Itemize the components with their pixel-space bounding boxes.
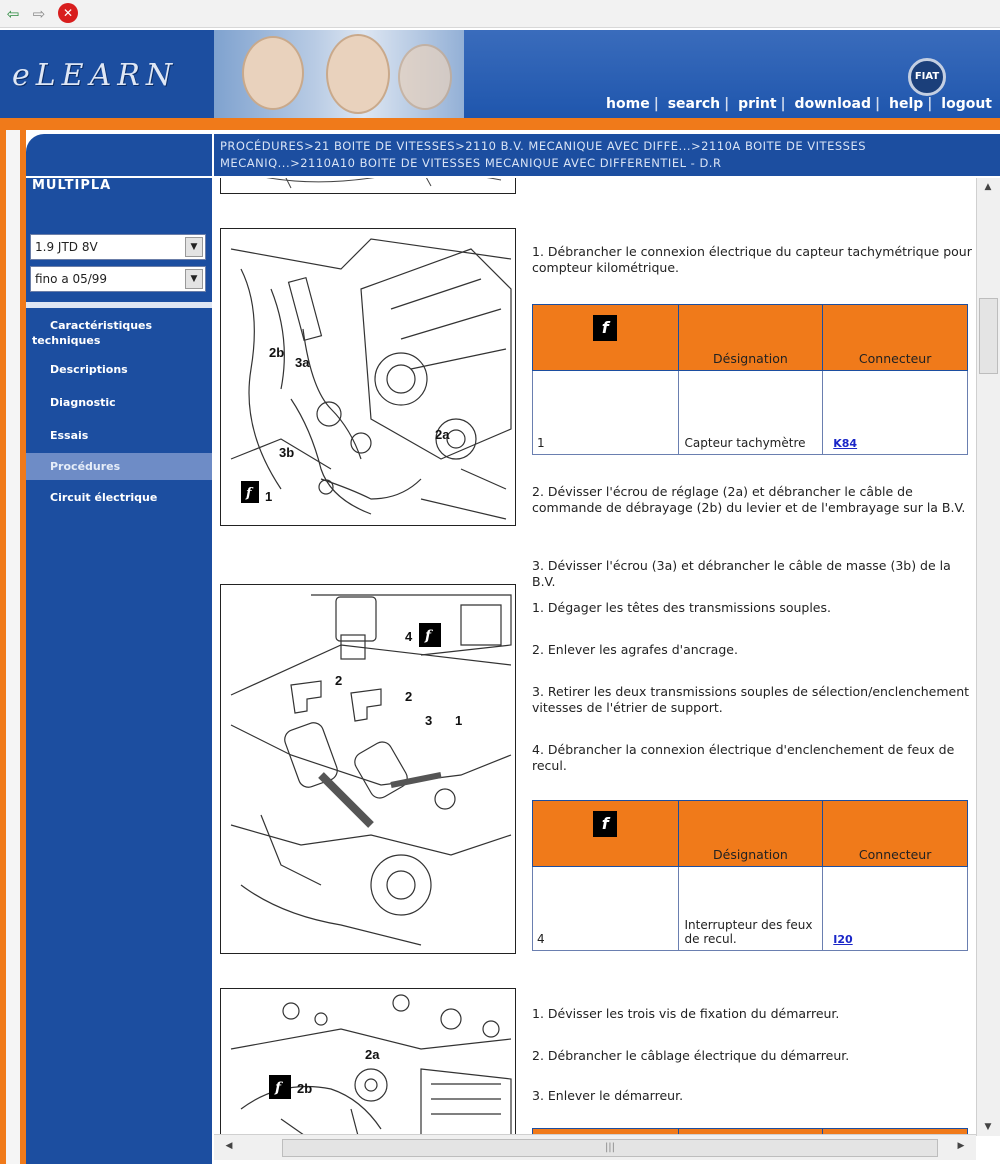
engine-select[interactable]	[30, 234, 206, 260]
table2-designation: Interrupteur des feux de recul.	[678, 867, 823, 951]
nav-download[interactable]: download	[794, 96, 871, 112]
vertical-scrollbar[interactable]	[976, 178, 1000, 1136]
stop-icon[interactable]: ✕	[58, 3, 78, 23]
fig3-label-2b: 2b	[297, 1081, 313, 1096]
step-b4: 4. Débrancher la connexion électrique d'enclenchement de feux de recul.	[532, 742, 955, 773]
fig3-label-2a: 2a	[365, 1047, 380, 1062]
browser-toolbar	[0, 0, 1000, 28]
electrical-connector-icon: f	[593, 315, 617, 341]
fig2-label-2a: 2	[335, 673, 343, 688]
forward-arrow-icon[interactable]: ⇨	[32, 5, 46, 23]
nav-search[interactable]: search	[667, 96, 721, 112]
chevron-down-icon[interactable]: ▼	[185, 237, 203, 257]
step-b1: 1. Dégager les têtes des transmissions souples.	[532, 600, 831, 615]
nav-logout[interactable]: logout	[941, 96, 992, 112]
svg-text:f: f	[275, 1080, 282, 1096]
step-a3: 3. Dévisser l'écrou (3a) et débrancher le câble de masse (3b) de la B.V.	[532, 558, 951, 589]
fig1-label-2b: 2b	[269, 345, 285, 360]
electrical-connector-icon: f	[593, 811, 617, 837]
step-a1: 1. Débrancher le connexion électrique du capteur tachymétrique pour compteur kilométrique.	[532, 244, 972, 275]
model-title: MULTIPLA	[32, 178, 112, 193]
nav-print[interactable]: print	[738, 96, 777, 112]
table1-connector-cell	[823, 371, 968, 455]
figure-starter-motor	[220, 988, 516, 1136]
table2-icon-header	[533, 801, 679, 867]
table2-header-designation: Désignation	[678, 801, 823, 867]
breadcrumb	[214, 134, 1000, 176]
logo-area	[0, 30, 212, 118]
figure-partial-top	[220, 178, 516, 194]
sidebar	[26, 178, 212, 1164]
header-photo	[214, 30, 464, 118]
chevron-down-icon[interactable]: ▼	[185, 269, 203, 289]
fig2-label-3: 3	[425, 713, 433, 728]
breadcrumb-line-2[interactable]: MECANIQ...>2110A10 BOITE DE VITESSES MECANIQUE AVEC DIFFERENTIEL - D.R	[220, 156, 722, 170]
horizontal-scroll-thumb[interactable]: |||	[282, 1139, 938, 1157]
connector-table-2	[532, 800, 968, 951]
table1-ref: 1	[533, 371, 679, 455]
table1-icon-header	[533, 305, 679, 371]
header	[0, 30, 1000, 118]
step-c1: 1. Dévisser les trois vis de fixation du démarreur.	[532, 1006, 840, 1021]
back-arrow-icon[interactable]: ⇦	[6, 5, 20, 23]
figure-transmission-cables	[220, 584, 516, 954]
figure-speed-sensor	[220, 228, 516, 526]
elearn-frame	[0, 30, 1000, 1164]
fig1-label-2a: 2a	[435, 427, 450, 442]
step-a2: 2. Dévisser l'écrou de réglage (2a) et débrancher le câble de commande de débrayage (2b) du levier et de l'embrayage sur la B.V.	[532, 484, 966, 515]
connector-link-k84[interactable]: K84	[833, 437, 858, 450]
left-orange-border	[0, 30, 26, 1164]
sidebar-item-procedures[interactable]: Procédures	[26, 453, 212, 480]
sidebar-item-caracteristiques[interactable]: Caractéristiques techniques	[32, 319, 153, 347]
orange-divider	[0, 118, 1000, 130]
svg-text:f: f	[246, 486, 252, 501]
engine-select-value: 1.9 JTD 8V	[35, 240, 98, 254]
sidebar-item-descriptions[interactable]: Descriptions	[50, 363, 128, 376]
sidebar-item-essais[interactable]: Essais	[50, 429, 89, 442]
main-content	[214, 178, 976, 1136]
table1-designation: Capteur tachymètre	[678, 371, 823, 455]
elearn-logo[interactable]: eLEARN	[12, 58, 179, 93]
step-b3: 3. Retirer les deux transmissions souples de sélection/enclenchement vitesses de l'étrier de support.	[532, 684, 970, 715]
table1-header-designation: Désignation	[678, 305, 823, 371]
connector-table-1	[532, 304, 968, 455]
date-select-value: fino a 05/99	[35, 272, 108, 286]
fig2-label-1: 1	[455, 713, 463, 728]
breadcrumb-line-1[interactable]: PROCÉDURES>21 BOITE DE VITESSES>2110 B.V. MECANIQUE AVEC DIFFE...>2110A BOITE DE VITESSES	[220, 139, 867, 153]
sidebar-item-diagnostic[interactable]: Diagnostic	[50, 396, 116, 409]
table1-header-connecteur: Connecteur	[823, 305, 968, 371]
step-c2: 2. Débrancher le câblage électrique du démarreur.	[532, 1048, 850, 1063]
horizontal-scrollbar[interactable]	[214, 1134, 976, 1160]
svg-text:f: f	[425, 628, 432, 644]
step-c3: 3. Enlever le démarreur.	[532, 1088, 684, 1103]
table2-connector-cell	[823, 867, 968, 951]
connector-link-i20[interactable]: I20	[833, 933, 853, 946]
table-row	[533, 867, 968, 951]
vertical-scroll-thumb[interactable]	[979, 298, 998, 374]
fig2-label-2b: 2	[405, 689, 413, 704]
fig1-label-1: 1	[265, 489, 273, 504]
scroll-up-icon[interactable]: ▲	[984, 182, 992, 192]
top-navigation: home | search | print | download | help | logout	[606, 96, 992, 112]
fig1-label-3b: 3b	[279, 445, 295, 460]
date-select[interactable]	[30, 266, 206, 292]
scroll-right-icon[interactable]: ▶	[957, 1141, 965, 1151]
table-row	[533, 371, 968, 455]
fiat-logo: FIAT	[908, 58, 946, 96]
sidebar-item-circuit-electrique[interactable]: Circuit électrique	[50, 491, 158, 504]
nav-help[interactable]: help	[888, 96, 924, 112]
breadcrumb-corner	[26, 134, 212, 176]
scroll-down-icon[interactable]: ▼	[984, 1122, 992, 1132]
sidebar-menu	[26, 314, 212, 509]
step-b2: 2. Enlever les agrafes d'ancrage.	[532, 642, 738, 657]
sidebar-divider	[26, 302, 212, 308]
fig2-label-4: 4	[405, 629, 413, 644]
table2-header-connecteur: Connecteur	[823, 801, 968, 867]
scroll-left-icon[interactable]: ◀	[225, 1141, 233, 1151]
table2-ref: 4	[533, 867, 679, 951]
nav-home[interactable]: home	[606, 96, 650, 112]
fig1-label-3a: 3a	[295, 355, 310, 370]
